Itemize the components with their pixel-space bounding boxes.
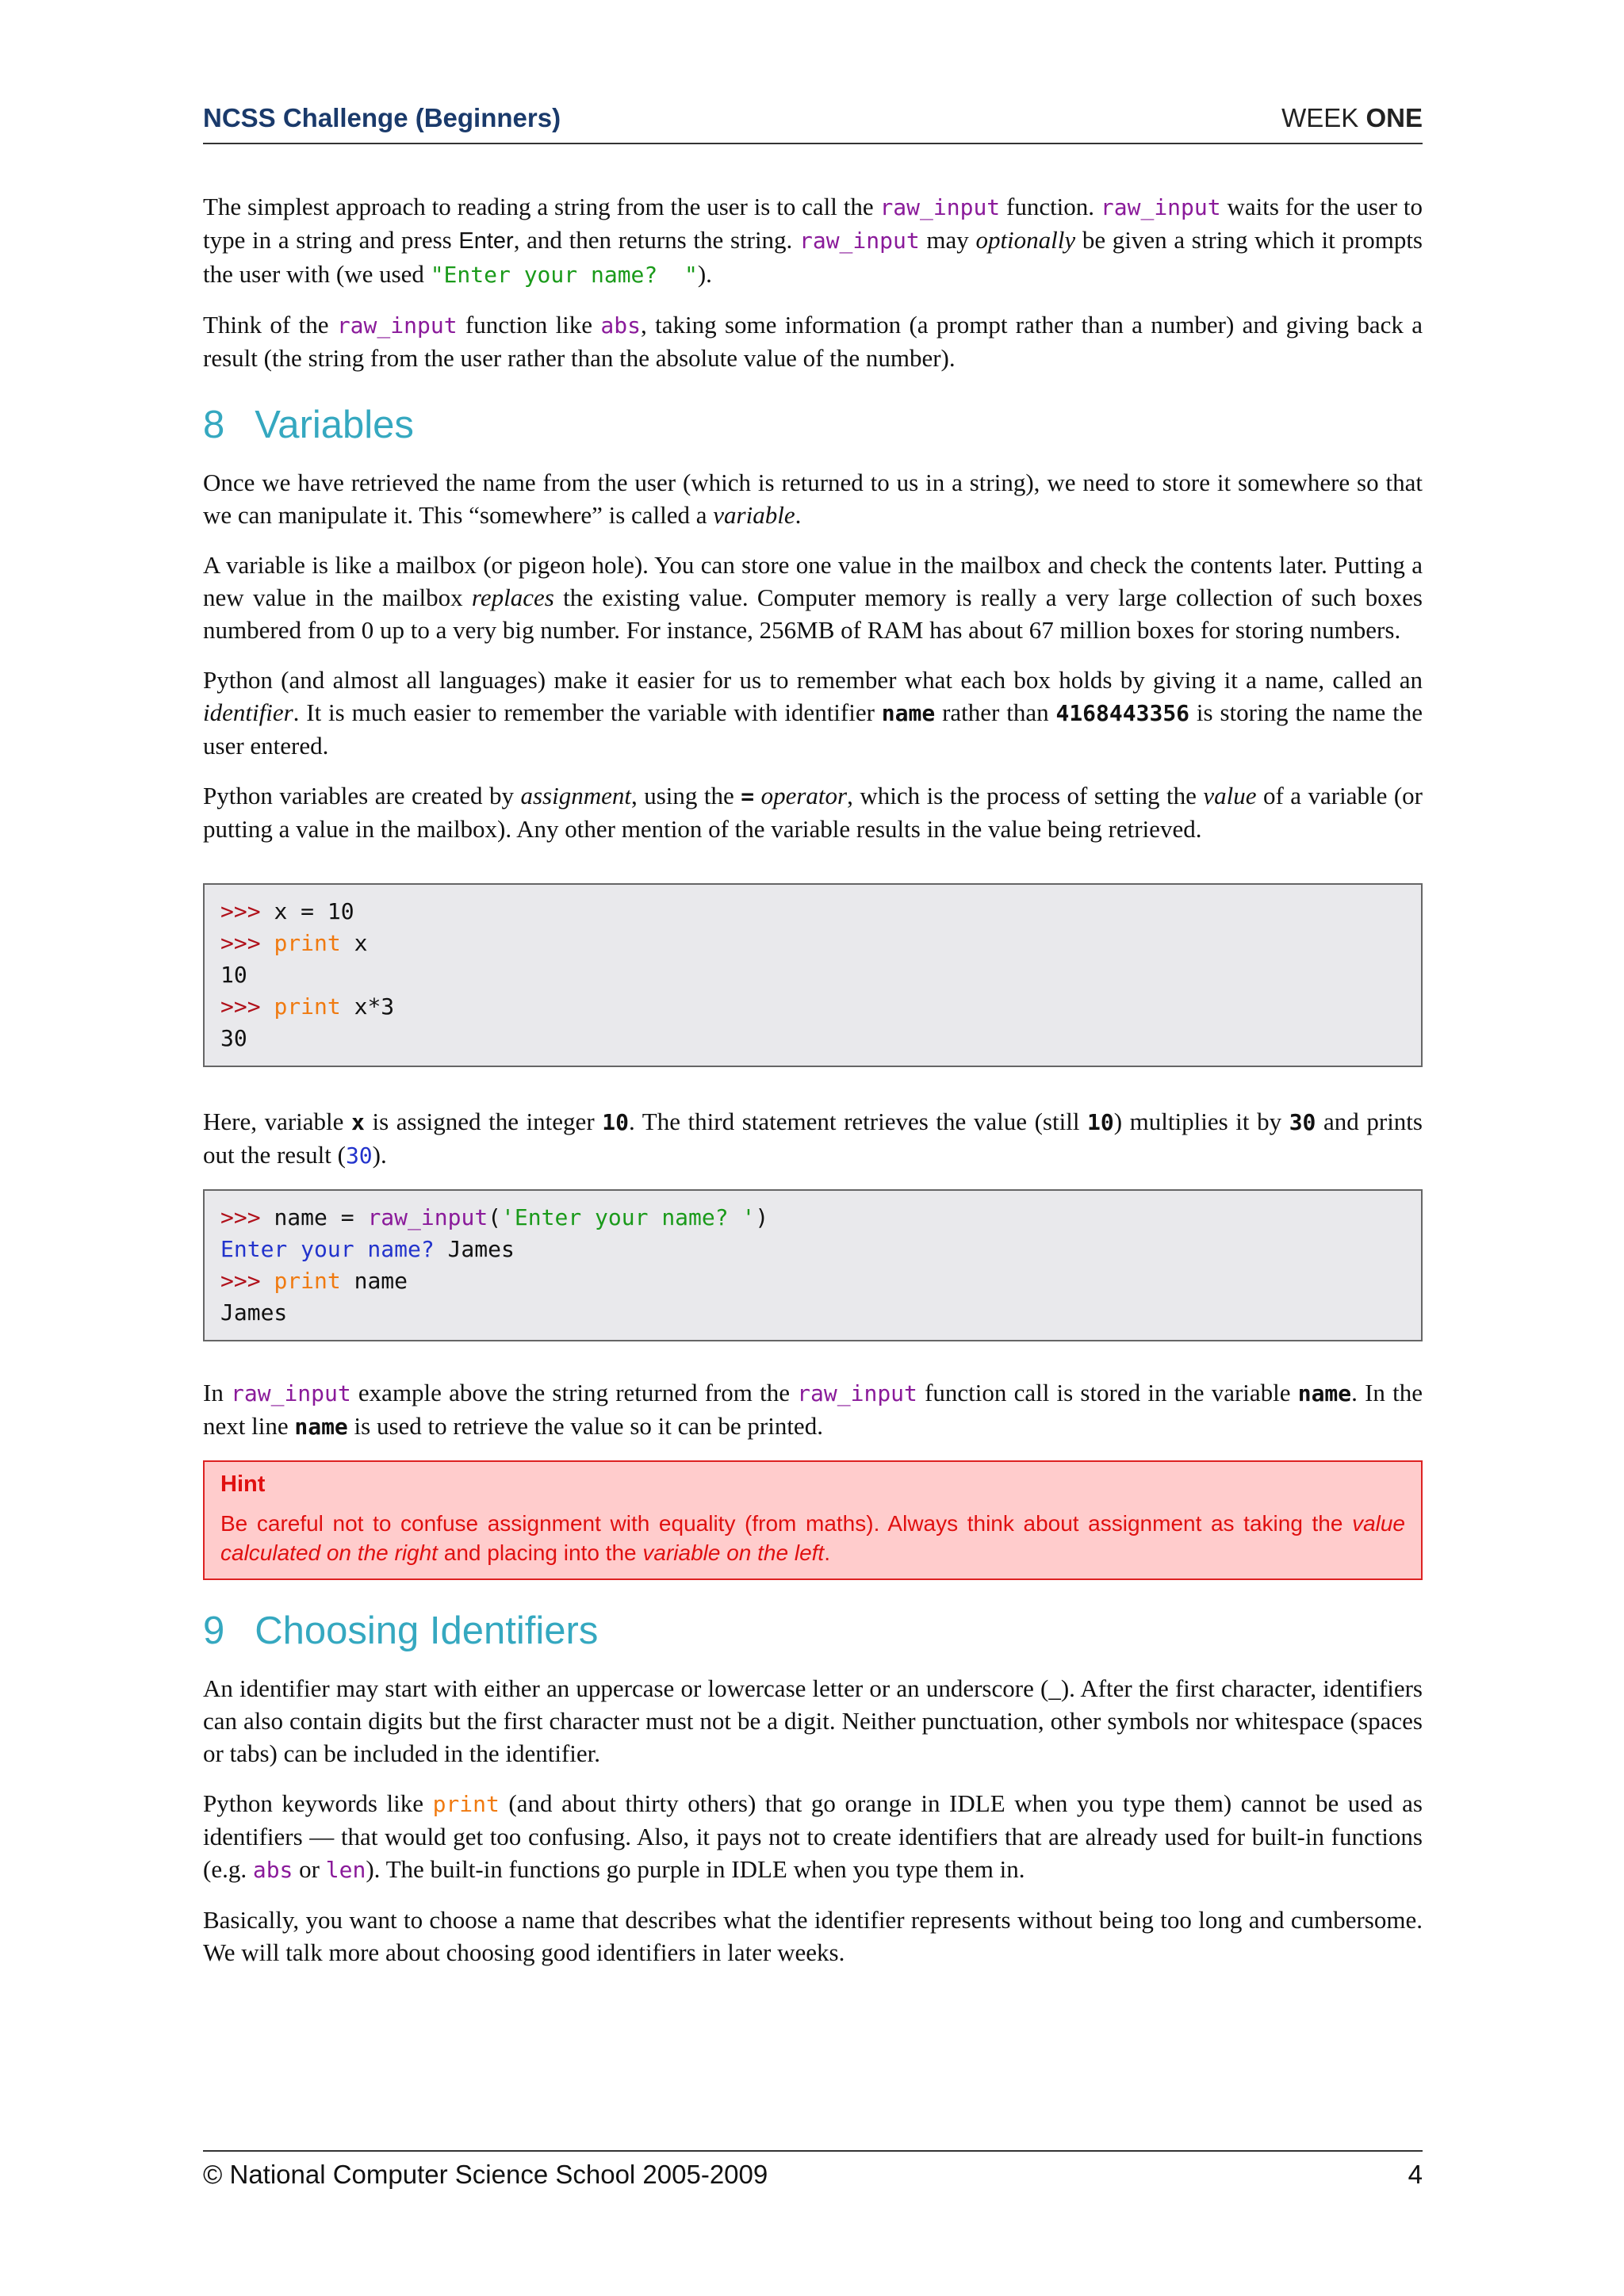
page-number: 4 xyxy=(1408,2160,1423,2189)
paragraph-assignment: Python variables are created by assignment, using the = operator, which is the process of setting the value of a variable (or putting a value in the mailbox). Any other mention of the variable results in the value being retrieved. xyxy=(203,782,1423,843)
copyright-notice: © National Computer Science School 2005-2009 xyxy=(203,2160,768,2189)
code-line: >>> print x*3 xyxy=(220,993,395,1020)
code-block-assignment xyxy=(203,883,1423,1067)
code-raw-input: raw_input xyxy=(1100,194,1221,220)
hint-title: Hint xyxy=(220,1471,266,1497)
page-header xyxy=(203,103,1423,144)
hint-body: Be careful not to confuse assignment with equality (from maths). Always think about assignment as taking the value calculated on the right and placing into the variable on the left. xyxy=(220,1511,1405,1565)
code-line: >>> print x xyxy=(220,930,368,956)
section-heading-variables: 8 Variables xyxy=(203,404,414,446)
code-output-line: James xyxy=(220,1299,288,1326)
paragraph-raw-input-abs: Think of the raw_input function like abs, taking some information (a prompt rather than a number) and giving back a result (the string from the user rather than the absolute value of the number). xyxy=(203,311,1423,372)
hint-box xyxy=(203,1460,1423,1580)
paragraph-variable-definition: Once we have retrieved the name from the user (which is returned to us in a string), we need to store it somewhere so that we can manipulate it. This “somewhere” is called a variable. xyxy=(203,469,1423,529)
section-heading-choosing-identifiers: 9 Choosing Identifiers xyxy=(203,1609,599,1652)
week-label: WEEK ONE xyxy=(1281,103,1423,132)
paragraph-identifiers: Python (and almost all languages) make it easier for us to remember what each box holds by giving it a name, called an identifier. It is much easier to remember the variable with identifier name rather than 4168443356 is storing the name the user entered. xyxy=(203,666,1423,760)
code-block-raw-input xyxy=(203,1189,1423,1341)
code-raw-input: raw_input xyxy=(799,228,920,254)
code-abs: abs xyxy=(600,312,641,339)
code-output-line: 10 xyxy=(220,962,247,988)
code-line: >>> name = raw_input('Enter your name? ') xyxy=(220,1204,769,1230)
paragraph-choosing-names: Basically, you want to choose a name that describes what the identifier represents without being too long and cumbersome. We will talk more about choosing good identifiers in later weeks. xyxy=(203,1906,1423,1966)
code-raw-input: raw_input xyxy=(879,194,1001,220)
code-line: Enter your name? James xyxy=(220,1236,515,1262)
document-page xyxy=(203,0,1423,2296)
paragraph-code-explanation: Here, variable x is assigned the integer 10. The third statement retrieves the value (still 10) multiplies it by 30 and prints out the result (30). xyxy=(203,1108,1423,1169)
paragraph-keywords: Python keywords like print (and about thirty others) that go orange in IDLE when you type them) cannot be used as identifiers — that would get too confusing. Also, it pays not to create identifiers that are already used for built-in functions (e.g. abs or len). The built-in functions go purple in IDLE when you type them in. xyxy=(203,1789,1423,1883)
paragraph-identifier-rules: An identifier may start with either an uppercase or lowercase letter or an underscore (_). After the first character, identifiers can also contain digits but the first character must not be a digit. Neither punctuation, other symbols nor whitespace (spaces or tabs) can be included in the identifier. xyxy=(203,1674,1423,1767)
code-line: >>> print name xyxy=(220,1268,408,1294)
paragraph-raw-input-example: In raw_input example above the string returned from the raw_input function call is stored in the variable name. In the next line name is used to retrieve the value so it can be printed. xyxy=(203,1379,1423,1440)
page-footer xyxy=(203,2150,1423,2190)
main-content xyxy=(203,190,1423,1986)
paragraph-raw-input-intro: The simplest approach to reading a string from the user is to call the raw_input function. raw_input waits for the user to type in a string and press Enter, and then returns the string. raw_input may optionally be given a string which it prompts the user with (we used "Enter your name? "). xyxy=(203,193,1423,288)
enter-key-label: Enter xyxy=(458,228,514,254)
code-name: name xyxy=(881,700,936,726)
course-title: NCSS Challenge (Beginners) xyxy=(203,103,561,132)
code-equals: = xyxy=(741,783,755,809)
code-number: 4168443356 xyxy=(1055,700,1190,726)
paragraph-mailbox-analogy: A variable is like a mailbox (or pigeon hole). You can store one value in the mailbox and check the contents later. Putting a new value in the mailbox replaces the existing value. Computer memory is really a very large collection of such boxes numbered from 0 up to a very big number. For instance, 256MB of RAM has about 67 million boxes for storing numbers. xyxy=(203,551,1423,644)
code-line: >>> x = 10 xyxy=(220,898,354,924)
code-output-line: 30 xyxy=(220,1025,247,1051)
code-string-literal: "Enter your name? " xyxy=(430,262,698,288)
code-raw-input: raw_input xyxy=(336,312,458,339)
